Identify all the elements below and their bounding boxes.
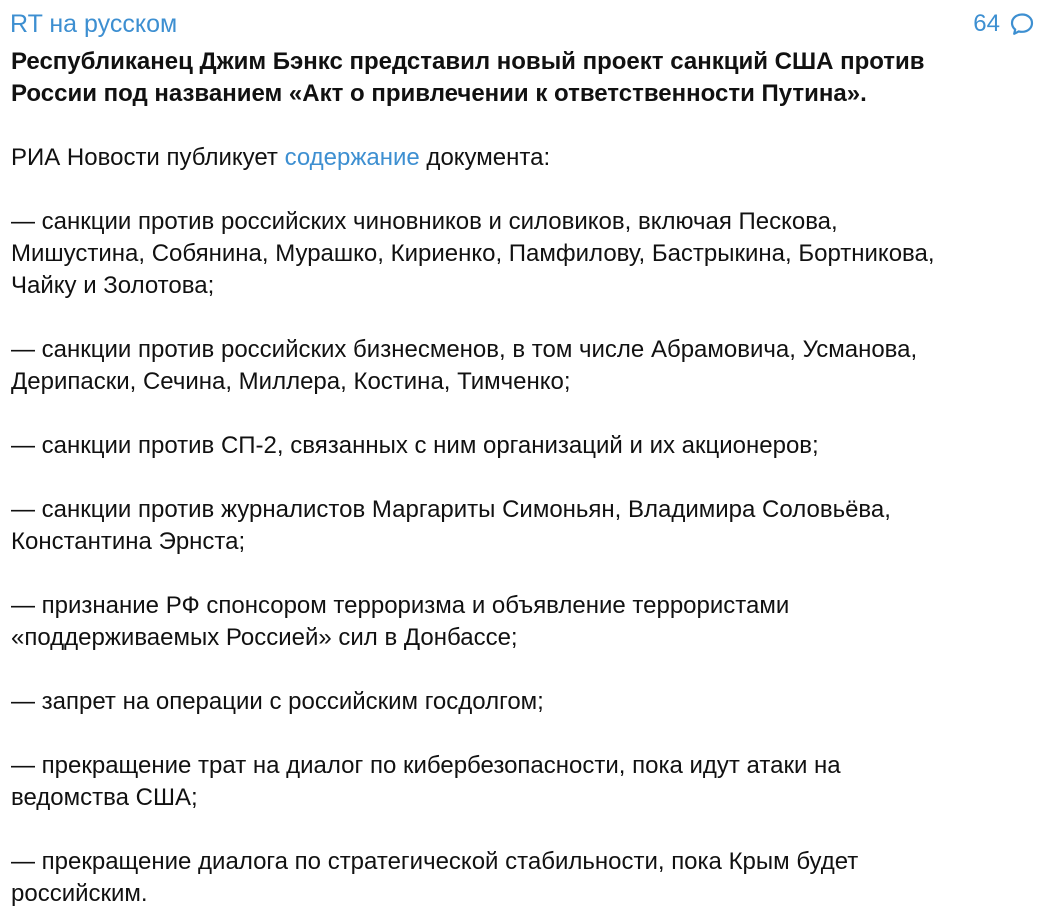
paragraph-gap (11, 398, 1054, 430)
list-item (11, 334, 1054, 398)
list-item (11, 430, 1054, 462)
paragraph-gap (11, 110, 1054, 142)
list-item (11, 590, 1054, 654)
intro-text-before: РИА Новости публикует (11, 144, 285, 171)
list-item-line: — прекращение диалога по стратегической стабильности, пока Крым будет (11, 848, 859, 875)
list-item-line: Чайку и Золотова; (11, 272, 215, 299)
post-header (10, 6, 1036, 42)
paragraph-gap (11, 302, 1054, 334)
list-item-line: — прекращение трат на диалог по кибербезопасности, пока идут атаки на (11, 752, 841, 779)
paragraph-gap (11, 558, 1054, 590)
list-item-line: — признание РФ спонсором терроризма и объявление террористами (11, 592, 790, 619)
paragraph-gap (11, 654, 1054, 686)
paragraph-gap (11, 174, 1054, 206)
list-item (11, 494, 1054, 558)
headline-line: Республиканец Джим Бэнкс представил новый проект санкций США против (11, 48, 925, 75)
paragraph-gap (11, 462, 1054, 494)
list-item-line: «поддерживаемых Россией» сил в Донбассе; (11, 624, 518, 651)
list-item-line: — санкции против журналистов Маргариты Симоньян, Владимира Соловьёва, (11, 496, 891, 523)
list-item-line: Константина Эрнста; (11, 528, 246, 555)
intro-text-after: документа: (419, 144, 551, 171)
headline-line: России под названием «Акт о привлечении к ответственности Путина». (11, 80, 867, 107)
comments-button[interactable] (973, 6, 1036, 42)
paragraph-gap (11, 718, 1054, 750)
comment-bubble-icon (1008, 10, 1036, 38)
list-item-line: ведомства США; (11, 784, 198, 811)
list-item (11, 846, 1054, 910)
list-item-line: Мишустина, Собянина, Мурашко, Кириенко, Памфилову, Бастрыкина, Бортникова, (11, 240, 935, 267)
list-item-line: — санкции против российских бизнесменов, в том числе Абрамовича, Усманова, (11, 336, 918, 363)
intro-paragraph (11, 142, 1054, 174)
list-item-line: — санкции против российских чиновников и силовиков, включая Пескова, (11, 208, 838, 235)
comment-count: 64 (973, 10, 1000, 37)
paragraph-gap (11, 814, 1054, 846)
list-item (11, 686, 1054, 718)
list-item (11, 206, 1054, 302)
list-item-line: — санкции против СП-2, связанных с ним организаций и их акционеров; (11, 432, 819, 459)
list-item (11, 750, 1054, 814)
content-link[interactable]: содержание (284, 144, 420, 171)
post-headline (11, 46, 1051, 110)
list-item-line: — запрет на операции с российским госдолгом; (11, 688, 544, 715)
list-item-line: российским. (11, 880, 148, 907)
channel-name-link[interactable]: RT на русском (10, 10, 178, 38)
post-body (11, 46, 1054, 910)
list-item-line: Дерипаски, Сечина, Миллера, Костина, Тимченко; (11, 368, 571, 395)
